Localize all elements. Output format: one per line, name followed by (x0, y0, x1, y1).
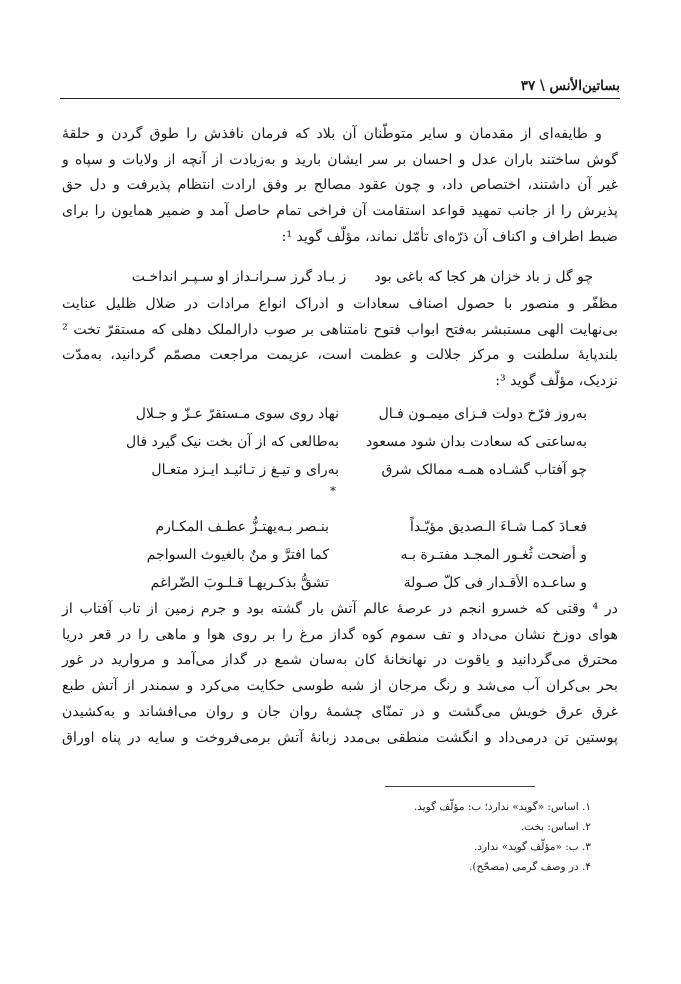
text-line: بی‌نهایت الهی مستبشر به‌فتح ابواب فتوح نامتناهی بر صوب دارالملک دهلی که مستقرّ تخت ² (62, 321, 618, 338)
text-line: و طایفه‌ای از مقدمان و سایر متوطّنان آن بلاد که فرمان نافذش را طوق گردن و حلقهٔ (62, 126, 602, 142)
verse-couplet (147, 541, 587, 570)
hemistich-right: به‌روز فرّخ دولت فـزای میمـون فـال (378, 406, 587, 422)
hemistich-left: نهاد روی سوی مـستقرّ عـزّ و جـلال (135, 406, 339, 422)
text-line: بلندپایهٔ سلطنت و مرکز جلالت و عظمت است، عزیمت مراجعت مصمّم گردانید، به‌مدّت (62, 347, 618, 364)
text-line: پوستین تن درمی‌داد و انگشت منطقی بی‌مدد زبانهٔ آتش برمی‌فروخت و سایه در پناه اوراق (62, 729, 618, 746)
verse-couplet (151, 456, 587, 485)
footnote-3: ۳. ب: «مؤلّف گوید» ندارد. (473, 841, 591, 853)
running-head-title: بساتین‌الأنس \ ۳۷ (520, 78, 620, 94)
hemistich-right: و أضحت ثُغـور المجـد مفتـرة بـه (400, 547, 587, 563)
section-star: * (330, 484, 336, 498)
verse-couplet (155, 513, 587, 542)
text-line: نزدیک، مؤلّف گوید ³: (495, 373, 618, 390)
text-line: مظفّر و منصور با حصول اصناف سعادات و ادراک انواع مرادات در ضلال ظلیل عنایت (62, 296, 618, 312)
paragraph-1 (62, 122, 618, 251)
verse-couplet (136, 400, 587, 429)
text-line: پذیرش را از جانب تمهید قواعد استقامت آن فراخی تمام حاصل آمد و ضمیر همایون را برای (62, 203, 618, 220)
text-line: ضبط اطراف و اکناف آن ذرّه‌ای تأمّل نماند، مؤلّف گوید ¹: (281, 228, 618, 245)
hemistich-left: کما افترَّ و منٌ بالغیوث السواجم (146, 547, 329, 563)
hemistich-right: به‌ساعتی که سعادت بدان شود مسعود (365, 434, 587, 450)
hemistich-right: و ساعـده الأقـدار فی کلّ صـولة (403, 575, 587, 591)
paragraph-3 (62, 597, 618, 751)
text-line: محترق می‌گردانید و یاقوت در نهانخانهٔ کان به‌سان شمع در گداز می‌آمد و مروارید در غور (62, 652, 618, 669)
hemistich-left: ز بـاد گرز سـرانـداز او سـپـر انداخـت (131, 269, 347, 285)
footnote-2: ۲. اساس: بخت. (520, 821, 591, 833)
hemistich-left: به‌رای و تیـغ ز تـائیـد ایـزد متعـال (151, 462, 339, 478)
paragraph-2 (62, 292, 618, 395)
text-line: غیر آن داشتند، اختصاص داد، و چون عقود مصالح بر وفق ارادت انتظام پذیرفت و دل حق (62, 177, 618, 194)
hemistich-right: فعـادَ کمـا شـاءَ الـصدیق مؤیّـداً (410, 519, 587, 535)
verse-couplet (151, 569, 587, 598)
running-header (60, 76, 620, 99)
text-line: بحر بی‌کران آب می‌شد و رنگ مرجان از شبه طوسی حکایت می‌کرد و سمندر از آتش طبع (62, 678, 618, 695)
verse-couplet (126, 428, 587, 457)
footnote-divider (385, 786, 535, 787)
text-line: غرق عرق خویش می‌گشت و در تمنّای چشمهٔ روان جان و روان می‌افشاند و به‌کشیدن (62, 703, 618, 720)
text-line: هوای دوزخ نشان می‌داد و تف سموم کوه گداز مرغ را بر روی هوا و ماهی را در قعر دریا (62, 626, 618, 643)
hemistich-left: بنـصر بـه‌یهتـزُّ عطـف المکـارم (155, 519, 329, 535)
hemistich-left: تشقُّ بذکـریهـا قـلـوبَ الضّراغم (150, 575, 329, 591)
footnote-1: ۱. اساس: «گوید» ندارد؛ ب: مؤلّف گوید. (413, 801, 591, 813)
hemistich-left: به‌طالعی که از آن بخت نیک گیرد فال (126, 434, 339, 450)
text-line: در ⁴ وقتی که خسرو انجم در عرصهٔ عالم آتش بار گشته بود و جرم زمین از تاب آفتاب از (62, 601, 618, 617)
text-line: گوش ساختند باران عدل و احسان بر سر ایشان بارید و به‌زیادت از آنچه از ولایات و سپاه و (62, 151, 618, 168)
footnote-4: ۴. در وصف گرمی (مصحّح). (469, 861, 591, 873)
hemistich-right: چو آفتاب گشـاده همـه ممالک شرق (381, 462, 587, 478)
verse-couplet (132, 263, 593, 292)
hemistich-right: چو گل ز باد خزان هر کجا که باغی بود (374, 269, 593, 285)
